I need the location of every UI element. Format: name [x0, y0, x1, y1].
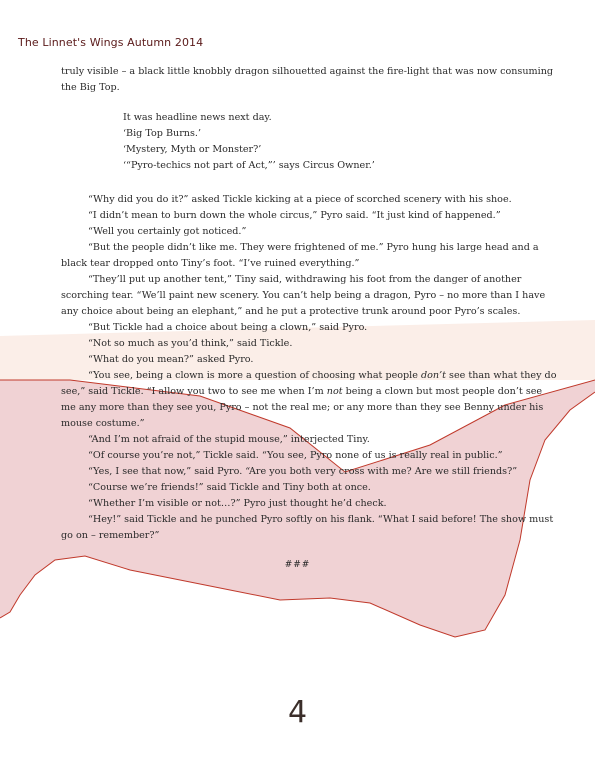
- dialogue-paragraph: “Of course you’re not,” Tickle said. “You see, Pyro none of us is really real in public.”: [88, 450, 503, 461]
- headline-line: ‘“Pyro-techics not part of Act,”’ says Circus Owner.’: [123, 160, 375, 171]
- dialogue-paragraph: “They’ll put up another tent,” Tiny said, withdrawing his foot from the danger of another scorching tear. “We’ll paint new scenery. You can’t help being a dragon, Pyro – no more than I have any choice about being an elephant,” and he put a protective trunk around poor Pyro’s scales.: [61, 274, 546, 317]
- emphasis-text: not: [326, 386, 343, 397]
- dialogue-paragraph: “But the people didn’t like me. They were frightened of me.” Pyro hung his large head and a black tear dropped onto Tiny’s foot. “I’ve ruined everything.”: [61, 242, 539, 269]
- text-run: being a clown but most people don’t see me any more than they see you, Pyro – not the real me; or any more than they see Benny under his mouse costume.”: [61, 386, 544, 429]
- text-run: see than what they do see,” said Tickle. “I allow you two to see me when I’m: [61, 370, 557, 397]
- dialogue-paragraph: “What do you mean?” asked Pyro.: [88, 354, 254, 365]
- dialogue-paragraph: [61, 368, 557, 432]
- dialogue-paragraph: “Whether I’m visible or not…?” Pyro just thought he’d check.: [88, 498, 387, 509]
- headline-line: ‘Mystery, Myth or Monster?’: [123, 144, 262, 155]
- dialogue-paragraph: “Not so much as you’d think,” said Tickle.: [88, 338, 293, 349]
- dialogue-paragraph: “Course we’re friends!” said Tickle and Tiny both at once.: [88, 482, 371, 493]
- dialogue-paragraph: “Well you certainly got noticed.”: [88, 226, 247, 237]
- dialogue-paragraph: “I didn’t mean to burn down the whole circus,” Pyro said. “It just kind of happened.”: [88, 210, 501, 221]
- headline-line: ‘Big Top Burns.’: [123, 128, 201, 139]
- story-body: [61, 64, 557, 544]
- dialogue-paragraph: “Hey!” said Tickle and he punched Pyro softly on his flank. “What I said before! The show must go on – remember?”: [61, 514, 554, 541]
- magazine-header: The Linnet's Wings Autumn 2014: [18, 36, 204, 49]
- dialogue-paragraph: “And I’m not afraid of the stupid mouse,” interjected Tiny.: [88, 434, 370, 445]
- emphasis-text: don’t: [420, 370, 446, 381]
- dialogue-paragraph: “Why did you do it?” asked Tickle kicking at a piece of scorched scenery with his shoe.: [88, 194, 512, 205]
- text-run: “You see, being a clown is more a question of choosing what people: [88, 370, 421, 381]
- page-number: 4: [287, 695, 308, 730]
- dialogue-paragraph: “Yes, I see that now,” said Pyro. “Are you both very cross with me? Are we still friends?”: [88, 466, 518, 477]
- headline-line: It was headline news next day.: [123, 112, 272, 123]
- dialogue-paragraph: “But Tickle had a choice about being a clown,” said Pyro.: [88, 322, 368, 333]
- continued-paragraph: truly visible – a black little knobbly dragon silhouetted against the fire-light that was now consuming the Big Top.: [61, 66, 554, 93]
- section-end-mark: ###: [284, 560, 311, 570]
- headline-block: [61, 110, 557, 174]
